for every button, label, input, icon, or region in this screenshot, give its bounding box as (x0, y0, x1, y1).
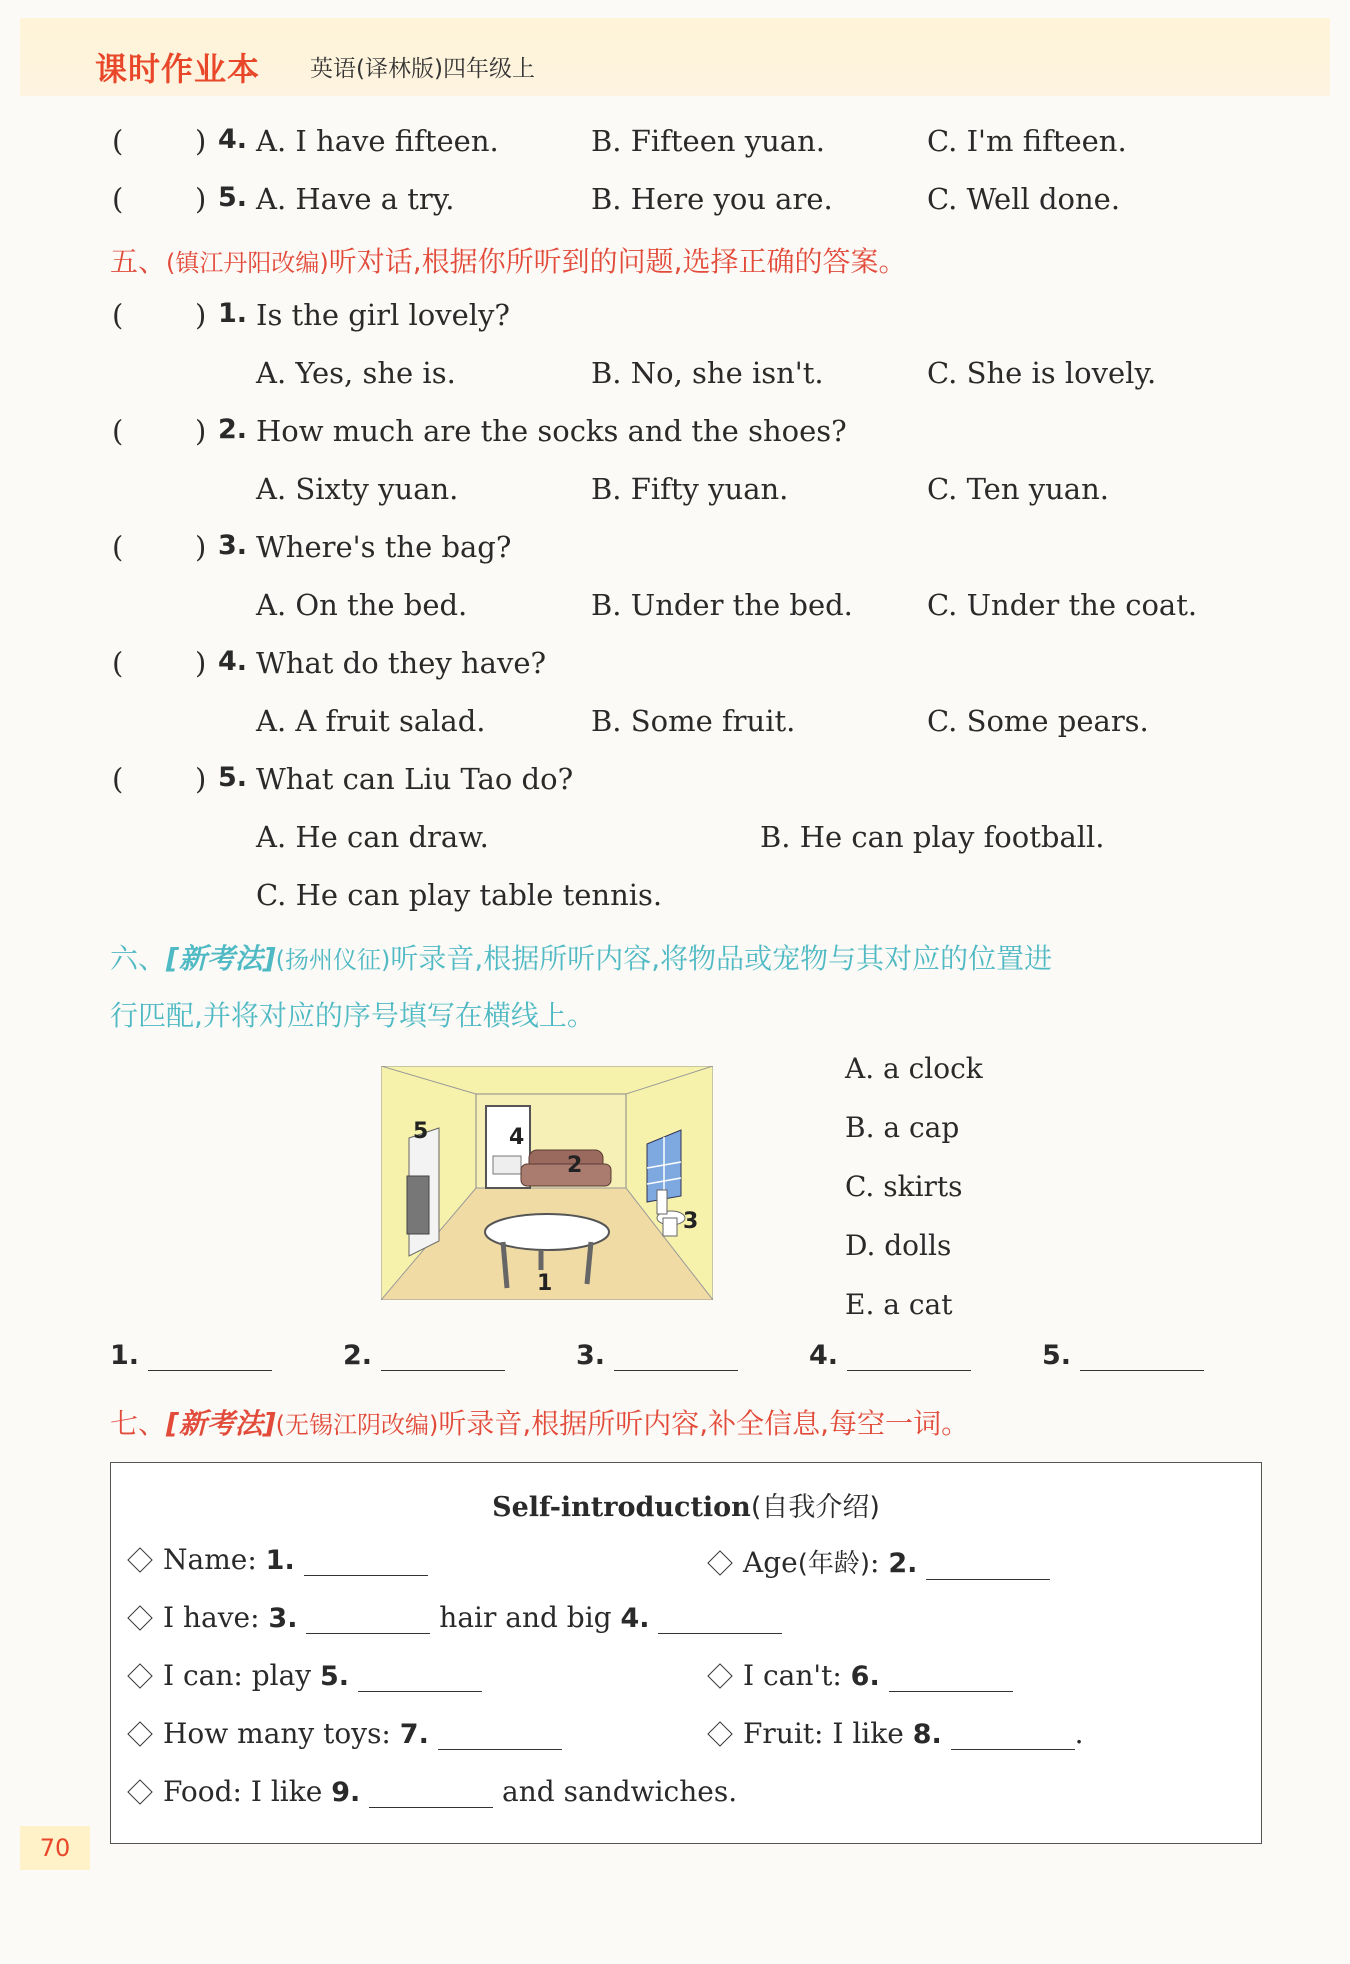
field-label: I can't: (743, 1659, 842, 1692)
answer-blank (809, 1340, 971, 1371)
picture-number-5: 5 (413, 1119, 429, 1144)
answer-paren-open: ( (112, 182, 124, 216)
field-label: Age (743, 1546, 798, 1579)
section-tag: [新考法] (166, 1407, 276, 1440)
field-period: . (1074, 1717, 1084, 1750)
section-source: (扬州仪征) (275, 946, 391, 974)
question-text: What can Liu Tao do? (256, 762, 574, 796)
box-title-cn: (自我介绍) (750, 1492, 880, 1523)
field-toys (125, 1717, 562, 1750)
answer-paren-open: ( (112, 298, 124, 332)
diamond-icon (707, 1721, 732, 1746)
box-title-en: Self-introduction (492, 1492, 751, 1523)
section-7-heading (110, 1402, 969, 1442)
diamond-icon (707, 1550, 732, 1575)
question-number: 1. (218, 298, 248, 329)
diamond-icon (127, 1721, 152, 1746)
blank-line[interactable] (148, 1370, 272, 1371)
section-label: 六、 (110, 942, 167, 975)
option-c: C. He can play table tennis. (256, 878, 663, 912)
field-label: Food: I like (163, 1775, 323, 1808)
field-label: Fruit: I like (743, 1717, 904, 1750)
answer-paren-close: ) (195, 124, 207, 158)
blank-line[interactable] (369, 1807, 493, 1808)
field-label: I can: play (163, 1659, 312, 1692)
blank-line[interactable] (951, 1749, 1075, 1750)
answer-paren-close: ) (195, 530, 207, 564)
section-instruction: 听对话,根据你所听到的问题,选择正确的答案。 (328, 245, 907, 278)
diamond-icon (127, 1605, 152, 1630)
section-label: 五、 (110, 245, 167, 278)
section-label: 七、 (110, 1407, 167, 1440)
blank-line[interactable] (658, 1633, 782, 1634)
blank-line[interactable] (381, 1370, 505, 1371)
section-5-heading (110, 240, 907, 280)
option-c: C. I'm fifteen. (927, 124, 1127, 158)
field-age (705, 1543, 1050, 1580)
option-a: A. Sixty yuan. (256, 472, 459, 506)
option-a: A. On the bed. (256, 588, 468, 622)
box-title (111, 1485, 1261, 1524)
question-text: Where's the bag? (256, 530, 512, 564)
field-label: How many toys: (163, 1717, 391, 1750)
answer-paren-open: ( (112, 530, 124, 564)
item-a: A. a clock (845, 1052, 983, 1085)
option-c: C. Some pears. (927, 704, 1149, 738)
blank-line[interactable] (926, 1579, 1050, 1580)
section-6-heading (110, 937, 1052, 977)
diamond-icon (127, 1779, 152, 1804)
answer-paren-close: ) (195, 414, 207, 448)
field-fruit (705, 1717, 1084, 1750)
blank-number: 3. (576, 1340, 606, 1371)
blank-number: 1. (110, 1340, 140, 1371)
field-label-cn: (年龄) (797, 1549, 871, 1579)
answer-paren-open: ( (112, 646, 124, 680)
question-text: Is the girl lovely? (256, 298, 510, 332)
answer-paren-open: ( (112, 762, 124, 796)
field-can (125, 1659, 482, 1692)
picture-number-2: 2 (567, 1153, 583, 1178)
field-text: and sandwiches. (502, 1775, 738, 1808)
question-text: What do they have? (256, 646, 547, 680)
blank-line[interactable] (304, 1575, 428, 1576)
blank-number: 4. (809, 1340, 839, 1371)
blank-number: 5. (1042, 1340, 1072, 1371)
field-number: 4. (620, 1603, 650, 1634)
answer-paren-close: ) (195, 646, 207, 680)
question-number: 4. (218, 124, 248, 155)
self-introduction-box (110, 1462, 1262, 1844)
room-picture (381, 1066, 713, 1300)
question-text: How much are the socks and the shoes? (256, 414, 847, 448)
item-e: E. a cat (845, 1288, 953, 1321)
diamond-icon (707, 1663, 732, 1688)
answer-blank (576, 1340, 738, 1371)
picture-number-4: 4 (509, 1125, 525, 1150)
section-instruction: 听录音,根据所听内容,补全信息,每空一词。 (438, 1407, 970, 1440)
option-b: B. Here you are. (591, 182, 833, 216)
question-number: 5. (218, 762, 248, 793)
answer-paren-open: ( (112, 414, 124, 448)
section-instruction: 听录音,根据所听内容,将物品或宠物与其对应的位置进 (390, 942, 1053, 975)
option-b: B. Fifteen yuan. (591, 124, 825, 158)
blank-line[interactable] (614, 1370, 738, 1371)
field-cant (705, 1659, 1013, 1692)
field-label: I have: (163, 1601, 260, 1634)
option-b: B. Some fruit. (591, 704, 796, 738)
picture-number-3: 3 (683, 1209, 699, 1234)
field-label: Name: (163, 1543, 257, 1576)
answer-paren-open: ( (112, 124, 124, 158)
item-c: C. skirts (845, 1170, 963, 1203)
option-a: A. A fruit salad. (256, 704, 486, 738)
question-number: 5. (218, 182, 248, 213)
field-text: hair and big (439, 1601, 612, 1634)
section-tag: [新考法] (166, 942, 276, 975)
question-number: 2. (218, 414, 248, 445)
field-number: 2. (888, 1548, 918, 1579)
question-number: 4. (218, 646, 248, 677)
answer-blank (1042, 1340, 1204, 1371)
page-number: 70 (20, 1826, 90, 1870)
answer-paren-close: ) (195, 762, 207, 796)
blank-number: 2. (343, 1340, 373, 1371)
field-number: 9. (331, 1777, 361, 1808)
field-number: 5. (320, 1661, 350, 1692)
answer-paren-close: ) (195, 298, 207, 332)
field-name (125, 1543, 428, 1576)
blank-line[interactable] (358, 1691, 482, 1692)
blank-line[interactable] (438, 1749, 562, 1750)
field-colon: : (870, 1546, 880, 1579)
field-number: 3. (268, 1603, 298, 1634)
diamond-icon (127, 1663, 152, 1688)
option-c: C. She is lovely. (927, 356, 1157, 390)
option-c: C. Ten yuan. (927, 472, 1109, 506)
option-a: A. He can draw. (256, 820, 489, 854)
field-number: 7. (399, 1719, 429, 1750)
book-brand: 课时作业本 (95, 50, 261, 88)
option-b: B. Under the bed. (591, 588, 853, 622)
option-b: B. Fifty yuan. (591, 472, 789, 506)
field-number: 8. (912, 1719, 942, 1750)
option-a: A. Yes, she is. (256, 356, 456, 390)
blank-line[interactable] (1080, 1370, 1204, 1371)
option-b: B. No, she isn't. (591, 356, 824, 390)
answer-paren-close: ) (195, 182, 207, 216)
item-b: B. a cap (845, 1111, 960, 1144)
option-c: C. Well done. (927, 182, 1121, 216)
question-number: 3. (218, 530, 248, 561)
section-6-heading-cont: 行匹配,并将对应的序号填写在横线上。 (110, 999, 595, 1032)
item-d: D. dolls (845, 1229, 952, 1262)
option-c: C. Under the coat. (927, 588, 1198, 622)
book-subject: 英语(译林版)四年级上 (310, 56, 535, 82)
option-a: A. I have fifteen. (256, 124, 499, 158)
diamond-icon (127, 1547, 152, 1572)
picture-number-1: 1 (537, 1271, 553, 1296)
answer-blank (343, 1340, 505, 1371)
field-number: 1. (265, 1545, 295, 1576)
answer-blank (110, 1340, 272, 1371)
option-b: B. He can play football. (760, 820, 1105, 854)
section-source: (镇江丹阳改编) (166, 249, 329, 277)
field-have (125, 1601, 782, 1634)
section-source: (无锡江阴改编) (275, 1411, 439, 1439)
field-food (125, 1775, 737, 1808)
field-number: 6. (850, 1661, 880, 1692)
blank-line[interactable] (847, 1370, 971, 1371)
option-a: A. Have a try. (256, 182, 455, 216)
blank-line[interactable] (889, 1691, 1013, 1692)
blank-line[interactable] (306, 1633, 430, 1634)
